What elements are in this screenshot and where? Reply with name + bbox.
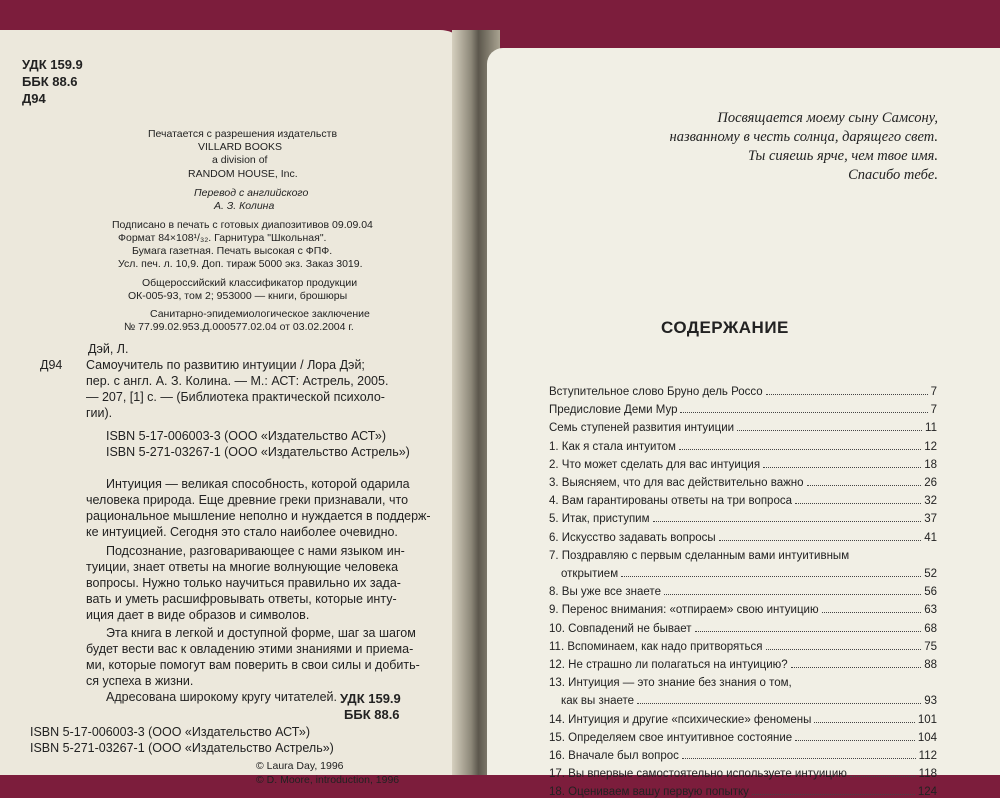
bbk-code-bottom: ББК 88.6 <box>344 707 400 722</box>
dedication-line: Спасибо тебе. <box>848 167 938 183</box>
isbn-line: ISBN 5-271-03267-1 (ООО «Издательство Астрель») <box>106 445 410 459</box>
toc-row <box>549 528 937 544</box>
catalog-line: гии). <box>86 406 113 420</box>
toc-page-number: 7 <box>930 386 937 398</box>
toc-leader-dots <box>682 758 916 759</box>
toc-row <box>549 728 937 744</box>
annotation-line: Подсознание, разговаривающее с нами языком ин- <box>106 544 405 558</box>
toc-page-number: 124 <box>917 786 937 798</box>
toc-row <box>549 400 937 416</box>
udk-code: УДК 159.9 <box>22 57 83 72</box>
annotation-line: туиции, знает ответы на многие волнующие человека <box>86 560 399 574</box>
udk-code-bottom: УДК 159.9 <box>340 691 401 706</box>
toc-entry-label: 18. Оцениваем вашу первую попытку <box>549 786 749 798</box>
isbn-bottom-line: ISBN 5-17-006003-3 (ООО «Издательство АСТ») <box>30 725 310 739</box>
toc-entry-label: Вступительное слово Бруно дель Россо <box>549 386 763 398</box>
toc-page-number: 18 <box>924 458 937 471</box>
toc-page-number: 104 <box>917 731 937 744</box>
toc-page-number: 37 <box>924 513 937 526</box>
toc-row <box>549 473 937 489</box>
catalog-code: Д94 <box>40 358 63 372</box>
toc-page-number: 7 <box>930 404 937 417</box>
toc-row <box>549 564 937 580</box>
isbn-bottom-line: ISBN 5-271-03267-1 (ООО «Издательство Астрель») <box>30 741 334 755</box>
translator-name: А. З. Колина <box>214 200 275 212</box>
toc-leader-dots <box>791 667 922 668</box>
toc-leader-dots <box>795 503 921 504</box>
toc-entry-label: как вы знаете <box>561 695 635 708</box>
annotation-line: иция дает в виде образов и символов. <box>86 608 310 622</box>
toc-page-number: 26 <box>924 477 937 489</box>
toc-leader-dots <box>766 649 922 650</box>
toc-row <box>549 455 937 471</box>
toc-row <box>549 382 937 398</box>
toc-entry-label: 13. Интуиция — это знание без знания о том, <box>549 677 792 690</box>
catalog-line: Самоучитель по развитию интуиции / Лора Дэй; <box>86 358 365 372</box>
catalog-line: пер. с англ. А. З. Колина. — М.: АСТ: Астрель, 2005. <box>86 374 389 388</box>
copyright-line: © D. Moore, introduction, 1996 <box>256 774 400 786</box>
toc-leader-dots <box>637 703 921 704</box>
tech-line: Усл. печ. л. 10,9. Доп. тираж 5000 экз. Заказ 3019. <box>118 258 363 270</box>
tech-line: Подписано в печать с готовых диапозитивов 09.09.04 <box>112 219 373 231</box>
annotation-line: ке интуицией. Сегодня это стало наиболее очевидно. <box>86 525 398 539</box>
toc-row <box>549 437 937 453</box>
toc-page-number: 32 <box>924 495 937 508</box>
toc-row <box>549 600 937 616</box>
annotation-line: ся успеха в жизни. <box>86 674 194 688</box>
imprint-line: a division of <box>212 154 268 166</box>
toc-leader-dots <box>807 485 922 486</box>
toc-row <box>549 546 937 562</box>
toc-entry-label: 5. Итак, приступим <box>549 513 650 526</box>
toc-leader-dots <box>795 740 915 741</box>
toc-entry-label: 10. Совпадений не бывает <box>549 622 692 635</box>
toc-entry-label: 7. Поздравляю с первым сделанным вами интуитивным <box>549 549 850 562</box>
imprint-line: RANDOM HOUSE, Inc. <box>188 168 298 180</box>
toc-row <box>549 746 937 762</box>
toc-entry-label: Предисловие Деми Мур <box>549 404 678 417</box>
toc-leader-dots <box>850 776 916 777</box>
annotation-line: ми, которые помогут вам поверить в свои силы и добить- <box>86 658 420 672</box>
annotation-line: человека природа. Еще древние греки признавали, что <box>86 493 409 507</box>
left-page <box>0 30 470 786</box>
copyright-line: © Laura Day, 1996 <box>256 760 344 772</box>
toc-page-number: 52 <box>924 568 937 580</box>
toc-entry-label: 16. Вначале был вопрос <box>549 750 679 762</box>
toc-leader-dots <box>680 412 927 413</box>
toc-page-number: 56 <box>924 586 937 599</box>
toc-leader-dots <box>653 521 922 522</box>
toc-entry-label: 12. Не страшно ли полагаться на интуицию? <box>549 659 788 671</box>
toc-leader-dots <box>814 722 914 723</box>
dedication-line: Ты сияешь ярче, чем твое имя. <box>747 148 938 164</box>
toc-row <box>549 491 937 507</box>
toc-entry-label: 2. Что может сделать для вас интуиция <box>549 458 761 471</box>
dedication-line: названному в честь солнца, дарящего свет. <box>669 129 938 145</box>
toc-page-number: 11 <box>925 422 937 435</box>
toc-entry-label: 3. Выясняем, что для вас действительно важно <box>549 477 804 489</box>
annotation-line: Интуиция — великая способность, которой одарила <box>106 477 410 491</box>
classifier-line: Общероссийский классификатор продукции <box>142 277 358 289</box>
toc-page-number: 63 <box>924 604 937 617</box>
toc-entry-label: 1. Как я стала интуитом <box>549 440 676 453</box>
toc-leader-dots <box>752 794 915 795</box>
tech-line: Формат 84×108¹/₃₂. Гарнитура "Школьная". <box>118 232 327 244</box>
sanitary-line: № 77.99.02.953.Д.000577.02.04 от 03.02.2004 г. <box>124 321 354 333</box>
toc-page-number: 68 <box>924 622 937 635</box>
toc-leader-dots <box>679 449 921 450</box>
toc-page-number: 93 <box>924 695 937 708</box>
annotation-line: вопросы. Нужно только научиться правильно их зада- <box>86 576 401 590</box>
toc-leader-dots <box>695 631 922 632</box>
toc-leader-dots <box>719 540 922 541</box>
toc-entry-label: 15. Определяем свое интуитивное состояние <box>549 731 793 744</box>
author-name: Дэй, Л. <box>88 342 129 356</box>
bbk-code: ББК 88.6 <box>22 74 78 89</box>
toc-page-number: 12 <box>924 440 937 453</box>
toc-row <box>549 691 937 707</box>
toc-leader-dots <box>822 612 922 613</box>
annotation-line: Эта книга в легкой и доступной форме, шаг за шагом <box>106 626 416 640</box>
toc-row <box>549 619 937 635</box>
author-code: Д94 <box>22 91 46 106</box>
toc-page-number: 118 <box>918 768 937 781</box>
right-page <box>487 48 1000 798</box>
toc-entry-label: 11. Вспоминаем, как надо притворяться <box>549 640 763 653</box>
imprint-line: Печатается с разрешения издательств <box>148 128 338 140</box>
annotation-line: рациональное мышление неполно и нуждается в поддерж- <box>86 509 431 523</box>
dedication-line: Посвящается моему сыну Самсону, <box>717 110 938 126</box>
imprint-line: VILLARD BOOKS <box>198 141 283 153</box>
toc-entry-label: открытием <box>561 568 619 580</box>
toc-entry-label: 14. Интуиция и другие «психические» феномены <box>549 713 812 726</box>
toc-leader-dots <box>737 430 922 431</box>
classifier-line: ОК-005-93, том 2; 953000 — книги, брошюры <box>128 290 348 302</box>
toc-entry-label: 17. Вы впервые самостоятельно используете интуицию <box>549 768 847 781</box>
toc-row <box>549 782 937 798</box>
toc-entry-label: 9. Перенос внимания: «отпираем» свою интуицию <box>549 604 819 617</box>
toc-row <box>549 637 937 653</box>
catalog-line: — 207, [1] с. — (Библиотека практической психоло- <box>86 390 385 404</box>
toc-leader-dots <box>621 576 921 577</box>
toc-page-number: 75 <box>924 640 937 653</box>
toc-row <box>549 582 937 598</box>
toc-row <box>549 764 937 780</box>
toc-entry-label: 6. Искусство задавать вопросы <box>549 531 716 544</box>
toc-row <box>549 710 937 726</box>
toc-row <box>549 509 937 525</box>
toc-row <box>549 673 937 689</box>
toc-page-number: 112 <box>918 750 937 762</box>
annotation-line: будет вести вас к овладению этими знаниями и приема- <box>86 642 414 656</box>
toc-entry-label: Семь ступеней развития интуиции <box>549 422 735 435</box>
isbn-line: ISBN 5-17-006003-3 (ООО «Издательство АСТ») <box>106 429 386 443</box>
toc-page-number: 88 <box>924 659 937 671</box>
toc-leader-dots <box>766 394 928 395</box>
toc-entry-label: 8. Вы уже все знаете <box>549 586 661 599</box>
sanitary-line: Санитарно-эпидемиологическое заключение <box>150 308 370 320</box>
page-title: СОДЕРЖАНИЕ <box>661 318 789 337</box>
toc-page-number: 41 <box>924 531 937 544</box>
annotation-line: вать и уметь расшифровывать ответы, которые инту- <box>86 592 397 606</box>
toc-row <box>549 418 937 434</box>
tech-line: Бумага газетная. Печать высокая с ФПФ. <box>132 245 333 257</box>
toc-page-number: 101 <box>917 713 937 726</box>
annotation-line: Адресована широкому кругу читателей. <box>106 690 337 704</box>
toc-entry-label: 4. Вам гарантированы ответы на три вопроса <box>549 495 792 508</box>
toc-leader-dots <box>763 467 921 468</box>
toc-row <box>549 655 937 671</box>
toc-leader-dots <box>664 594 921 595</box>
translation-note: Перевод с английского <box>194 187 309 199</box>
